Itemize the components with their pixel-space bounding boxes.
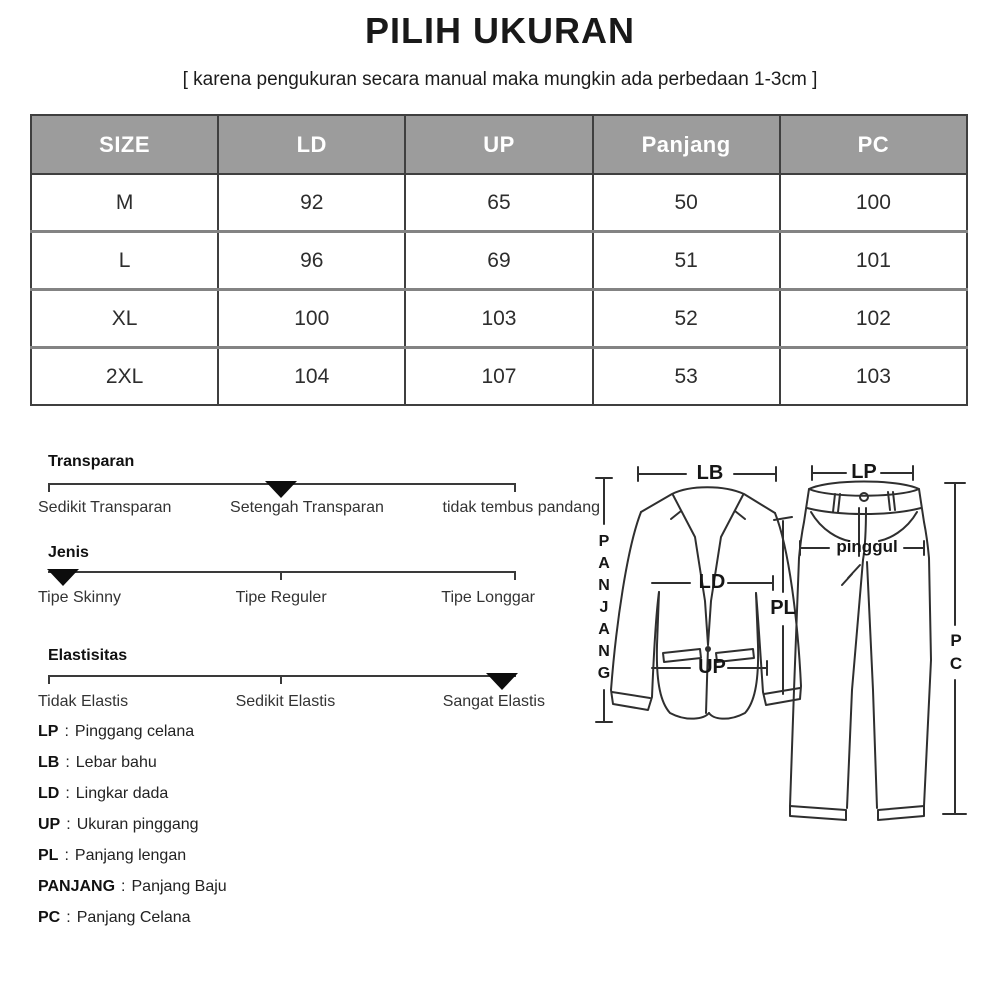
table-row bbox=[31, 232, 967, 290]
cell-pc: 101 bbox=[780, 232, 967, 290]
col-header-pc: PC bbox=[780, 115, 967, 174]
cell-up: 107 bbox=[405, 348, 592, 406]
list-item bbox=[38, 809, 227, 840]
option-label: tidak tembus pandang bbox=[442, 499, 600, 516]
legend-separator: : bbox=[66, 908, 71, 926]
scale-tick bbox=[48, 483, 50, 492]
legend-abbr: LP bbox=[38, 722, 59, 740]
table-row bbox=[31, 290, 967, 348]
legend-separator: : bbox=[64, 722, 69, 740]
scale-tick bbox=[48, 675, 50, 684]
col-header-up: UP bbox=[405, 115, 592, 174]
cell-size: 2XL bbox=[31, 348, 218, 406]
size-table bbox=[30, 114, 968, 406]
marker-triangle-icon bbox=[265, 481, 297, 498]
cell-up: 65 bbox=[405, 174, 592, 232]
slider-elastisitas-options bbox=[38, 693, 545, 711]
pants-drawing bbox=[790, 482, 931, 821]
marker-triangle-icon bbox=[486, 673, 518, 690]
option-label: Sedikit Elastis bbox=[235, 693, 336, 710]
list-item bbox=[38, 747, 227, 778]
table-row bbox=[31, 348, 967, 406]
page-title: PILIH UKURAN bbox=[365, 10, 635, 51]
jacket-ld-label: LD bbox=[698, 571, 726, 593]
scale-tick bbox=[280, 571, 282, 580]
slider-jenis-label: Jenis bbox=[48, 544, 89, 561]
jacket-lb-label: LB bbox=[696, 462, 724, 484]
slider-jenis-options bbox=[38, 589, 535, 607]
legend-abbr: PC bbox=[38, 908, 61, 926]
jacket-pl-label: PL bbox=[770, 597, 796, 619]
col-header-panjang: Panjang bbox=[593, 115, 780, 174]
jacket-measure-lines bbox=[596, 467, 792, 722]
list-item bbox=[38, 840, 227, 871]
pants-pc-label: PC bbox=[949, 631, 963, 673]
legend-abbr: PANJANG bbox=[38, 877, 116, 895]
jacket-up-label: UP bbox=[698, 656, 726, 678]
legend-desc: Panjang lengan bbox=[74, 846, 187, 864]
scale-tick bbox=[514, 571, 516, 580]
legend-separator: : bbox=[64, 846, 69, 864]
cell-pc: 102 bbox=[780, 290, 967, 348]
legend-desc: Lingkar dada bbox=[75, 784, 169, 802]
scale-tick bbox=[514, 483, 516, 492]
legend-desc: Panjang Baju bbox=[131, 877, 227, 895]
col-header-size: SIZE bbox=[31, 115, 218, 174]
page-subtitle: [ karena pengukuran secara manual maka mungkin ada perbedaan 1-3cm ] bbox=[182, 69, 818, 90]
slider-transparan-options bbox=[38, 499, 600, 517]
measurement-legend bbox=[38, 716, 227, 933]
cell-up: 69 bbox=[405, 232, 592, 290]
cell-size: M bbox=[31, 174, 218, 232]
cell-panjang: 50 bbox=[593, 174, 780, 232]
option-label: Tipe Skinny bbox=[38, 589, 121, 606]
cell-size: XL bbox=[31, 290, 218, 348]
cell-pc: 100 bbox=[780, 174, 967, 232]
pants-measure-lines bbox=[800, 466, 966, 814]
legend-abbr: PL bbox=[38, 846, 59, 864]
slider-jenis-track bbox=[48, 571, 516, 573]
cell-up: 103 bbox=[405, 290, 592, 348]
marker-triangle-icon bbox=[47, 569, 79, 586]
cell-ld: 100 bbox=[218, 290, 405, 348]
legend-desc: Lebar bahu bbox=[75, 753, 157, 771]
cell-ld: 96 bbox=[218, 232, 405, 290]
legend-desc: Ukuran pinggang bbox=[76, 815, 199, 833]
col-header-ld: LD bbox=[218, 115, 405, 174]
cell-pc: 103 bbox=[780, 348, 967, 406]
slider-elastisitas-label: Elastisitas bbox=[48, 647, 128, 664]
legend-separator: : bbox=[66, 815, 71, 833]
cell-panjang: 52 bbox=[593, 290, 780, 348]
slider-transparan-track bbox=[48, 483, 516, 485]
option-label: Setengah Transparan bbox=[230, 499, 384, 516]
size-table-header-row bbox=[31, 115, 967, 174]
cell-ld: 92 bbox=[218, 174, 405, 232]
legend-separator: : bbox=[65, 784, 70, 802]
list-item bbox=[38, 716, 227, 747]
legend-separator: : bbox=[121, 877, 126, 895]
cell-panjang: 53 bbox=[593, 348, 780, 406]
option-label: Sedikit Transparan bbox=[38, 499, 172, 516]
option-label: Tidak Elastis bbox=[38, 693, 129, 710]
option-label: Tipe Longgar bbox=[441, 589, 535, 606]
table-row bbox=[31, 174, 967, 232]
slider-transparan-label: Transparan bbox=[48, 453, 135, 470]
legend-separator: : bbox=[65, 753, 70, 771]
jacket-panjang-label: PANJANG bbox=[597, 533, 611, 682]
legend-abbr: LD bbox=[38, 784, 60, 802]
legend-abbr: UP bbox=[38, 815, 61, 833]
option-label: Tipe Reguler bbox=[235, 589, 327, 606]
list-item bbox=[38, 902, 227, 933]
legend-abbr: LB bbox=[38, 753, 60, 771]
pants-pinggul-label: pinggul bbox=[836, 537, 898, 556]
list-item bbox=[38, 778, 227, 809]
legend-desc: Pinggang celana bbox=[74, 722, 195, 740]
cell-size: L bbox=[31, 232, 218, 290]
pants-lp-label: LP bbox=[851, 461, 877, 483]
cell-ld: 104 bbox=[218, 348, 405, 406]
slider-elastisitas-track bbox=[48, 675, 516, 677]
legend-desc: Panjang Celana bbox=[76, 908, 191, 926]
list-item bbox=[38, 871, 227, 902]
cell-panjang: 51 bbox=[593, 232, 780, 290]
option-label: Sangat Elastis bbox=[442, 693, 545, 710]
scale-tick bbox=[280, 675, 282, 684]
